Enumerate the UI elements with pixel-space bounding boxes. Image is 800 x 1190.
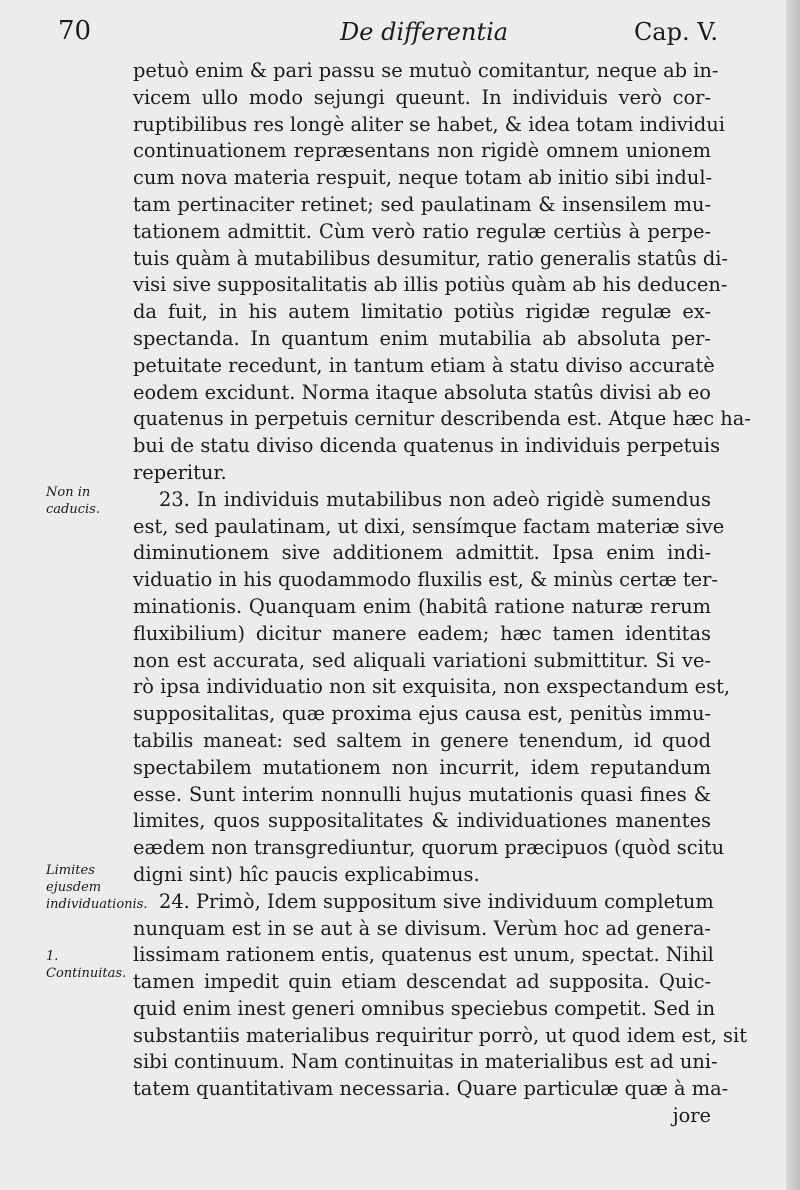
paragraph-24 bbox=[133, 889, 748, 1130]
text-line: nunquam est in se aut à se divisum. Verùm hoc ad genera- bbox=[133, 916, 711, 940]
page-number: 70 bbox=[58, 16, 92, 46]
text-line: eodem excidunt. Norma itaque absoluta statûs divisi ab eo bbox=[133, 380, 711, 404]
text-line: spectabilem mutationem non incurrit, idem reputandum bbox=[133, 755, 711, 779]
text-line: 23. In individuis mutabilibus non adeò rigidè sumendus bbox=[159, 487, 711, 511]
text-line: substantiis materialibus requiritur porrò, ut quod idem est, sit bbox=[133, 1023, 748, 1047]
margin-note-continuitas: 1. Continuitas. bbox=[46, 949, 127, 981]
paragraph-1 bbox=[133, 58, 751, 487]
chapter-label: Cap. V. bbox=[633, 18, 718, 46]
text-line: continuationem repræsentans non rigidè omnem unionem bbox=[133, 139, 711, 163]
text-line: tam pertinaciter retinet; sed paulatinam & insensilem mu- bbox=[133, 192, 711, 216]
page-edge-shadow bbox=[786, 0, 800, 1190]
text-line: suppositalitas, quæ proxima ejus causa est, penitùs immu- bbox=[133, 702, 711, 726]
body-text bbox=[133, 58, 751, 1130]
text-line: vicem ullo modo sejungi queunt. In individuis verò cor- bbox=[133, 85, 711, 109]
text-line: diminutionem sive additionem admittit. Ipsa enim indi- bbox=[133, 541, 711, 565]
text-line: 24. Primò, Idem suppositum sive individuum completum bbox=[159, 889, 714, 913]
text-line: esse. Sunt interim nonnulli hujus mutationis quasi fines & bbox=[133, 782, 711, 806]
text-line: spectanda. In quantum enim mutabilia ab absoluta per- bbox=[133, 326, 711, 350]
text-line: cum nova materia respuit, neque totam ab initio sibi indul- bbox=[133, 166, 713, 190]
text-line: tationem admittit. Cùm verò ratio regulæ certiùs à perpe- bbox=[133, 219, 711, 243]
text-line: tatem quantitativam necessaria. Quare particulæ quæ à ma- bbox=[133, 1077, 729, 1101]
text-line: tuis quàm à mutabilibus desumitur, ratio generalis statûs di- bbox=[133, 246, 728, 270]
text-line: tamen impedit quin etiam descendat ad supposita. Quic- bbox=[133, 970, 711, 994]
text-line: limites, quos suppositalitates & individuationes manentes bbox=[133, 809, 711, 833]
text-line: minationis. Quanquam enim (habitâ ratione naturæ rerum bbox=[133, 594, 711, 618]
text-line: petuitate recedunt, in tantum etiam à statu diviso accuratè bbox=[133, 353, 715, 377]
text-line: est, sed paulatinam, ut dixi, sensímque factam materiæ sive bbox=[133, 514, 725, 538]
text-line: visi sive suppositalitatis ab illis potiùs quàm ab his deducen- bbox=[133, 273, 728, 297]
text-line: non est accurata, sed aliquali variationi submittitur. Si ve- bbox=[133, 648, 711, 672]
text-line: eædem non transgrediuntur, quorum præcipuos (quòd scitu bbox=[133, 836, 725, 860]
text-line: ruptibilibus res longè aliter se habet, & idea totam individui bbox=[133, 112, 725, 136]
text-line: sibi continuum. Nam continuitas in materialibus est ad uni- bbox=[133, 1050, 718, 1074]
text-line: digni sint) hîc paucis explicabimus. bbox=[133, 862, 480, 886]
text-line: lissimam rationem entis, quatenus est unum, spectat. Nihil bbox=[133, 943, 714, 967]
text-line: da fuit, in his autem limitatio potiùs rigidæ regulæ ex- bbox=[133, 300, 711, 324]
text-line: fluxibilium) dicitur manere eadem; hæc tamen identitas bbox=[133, 621, 711, 645]
paragraph-23 bbox=[133, 487, 731, 889]
catchword: jore bbox=[672, 1104, 711, 1128]
text-line: quid enim inest generi omnibus speciebus competit. Sed in bbox=[133, 996, 716, 1020]
margin-note-non-in-caducis: Non in caducis. bbox=[46, 485, 100, 517]
text-line: quatenus in perpetuis cernitur describenda est. Atque hæc ha- bbox=[133, 407, 751, 431]
text-line: rò ipsa individuatio non sit exquisita, non exspectandum est, bbox=[133, 675, 731, 699]
margin-note-limites: Limites ejusdem individuationis. bbox=[46, 863, 148, 912]
text-line: viduatio in his quodammodo fluxilis est, & minùs certæ ter- bbox=[133, 568, 718, 592]
text-line: bui de statu diviso dicenda quatenus in individuis perpetuis bbox=[133, 434, 721, 458]
page-header bbox=[58, 16, 718, 56]
text-line: petuò enim & pari passu se mutuò comitantur, neque ab in- bbox=[133, 59, 719, 82]
text-line: reperitur. bbox=[133, 460, 227, 484]
running-title: De differentia bbox=[340, 18, 509, 46]
text-line: tabilis maneat: sed saltem in genere tenendum, id quod bbox=[133, 728, 711, 752]
